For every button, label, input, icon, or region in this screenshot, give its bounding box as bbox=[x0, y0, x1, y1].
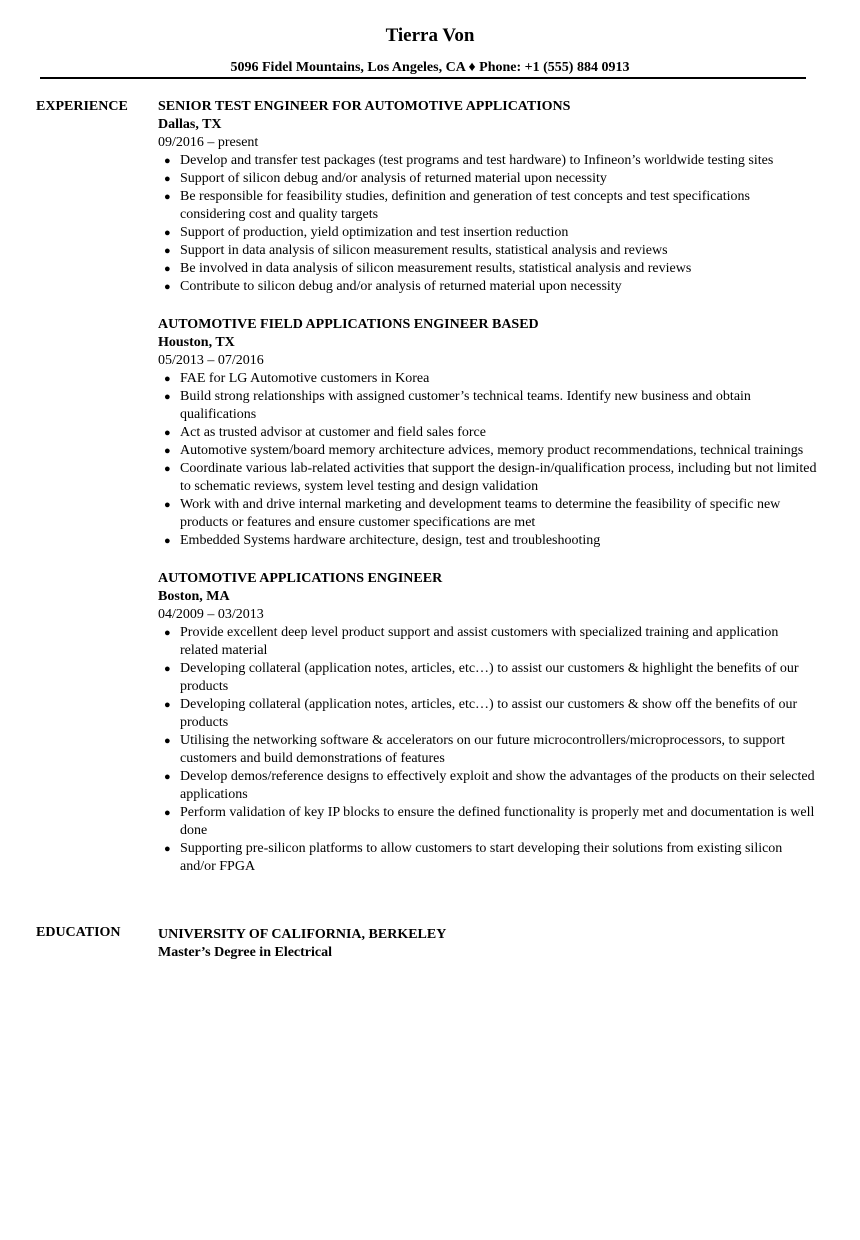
bullet-item bbox=[158, 224, 818, 242]
bullet-text: Build strong relationships with assigned customer’s technical teams. Identify new business and obtain qualifications bbox=[180, 389, 751, 422]
bullet-item bbox=[158, 460, 818, 496]
bullet-item bbox=[158, 732, 818, 768]
job-dates: 04/2009 – 03/2013 bbox=[158, 607, 264, 622]
job-entry bbox=[158, 316, 818, 550]
bullet-text: Act as trusted advisor at customer and field sales force bbox=[180, 425, 486, 440]
education-section bbox=[158, 926, 818, 962]
header-divider bbox=[40, 77, 806, 79]
bullet-text: Support of silicon debug and/or analysis of returned material upon necessity bbox=[180, 171, 607, 186]
bullet-icon: ● bbox=[164, 499, 171, 511]
job-title: AUTOMOTIVE FIELD APPLICATIONS ENGINEER BASED bbox=[158, 317, 539, 332]
bullet-icon: ● bbox=[164, 663, 171, 675]
bullet-text: Provide excellent deep level product support and assist customers with specialized training and application related material bbox=[180, 625, 779, 658]
bullet-text: FAE for LG Automotive customers in Korea bbox=[180, 371, 430, 386]
bullet-icon: ● bbox=[164, 373, 171, 385]
bullet-icon: ● bbox=[164, 735, 171, 747]
bullet-icon: ● bbox=[164, 535, 171, 547]
bullet-text: Coordinate various lab-related activities that support the design-in/qualification process, including but not limited to schematic reviews, system level testing and design validation bbox=[180, 461, 817, 494]
bullet-item bbox=[158, 152, 818, 170]
bullet-item bbox=[158, 696, 818, 732]
job-entry bbox=[158, 98, 818, 296]
bullet-item bbox=[158, 804, 818, 840]
bullet-text: Contribute to silicon debug and/or analysis of returned material upon necessity bbox=[180, 279, 622, 294]
job-title: SENIOR TEST ENGINEER FOR AUTOMOTIVE APPLICATIONS bbox=[158, 99, 571, 114]
bullet-item bbox=[158, 424, 818, 442]
bullet-item bbox=[158, 442, 818, 460]
bullet-item bbox=[158, 170, 818, 188]
bullet-text: Utilising the networking software & accelerators on our future microcontrollers/microprocessors, to support customers and build demonstrations of features bbox=[180, 733, 785, 766]
bullet-icon: ● bbox=[164, 463, 171, 475]
bullet-item bbox=[158, 242, 818, 260]
bullet-item bbox=[158, 388, 818, 424]
school-name: UNIVERSITY OF CALIFORNIA, BERKELEY bbox=[158, 927, 447, 942]
bullet-icon: ● bbox=[164, 627, 171, 639]
bullet-icon: ● bbox=[164, 173, 171, 185]
bullet-item bbox=[158, 768, 818, 804]
job-dates: 09/2016 – present bbox=[158, 135, 259, 150]
bullet-text: Perform validation of key IP blocks to ensure the defined functionality is properly met and documentation is well done bbox=[180, 805, 815, 838]
job-bullets bbox=[158, 624, 818, 876]
bullet-item bbox=[158, 840, 818, 876]
bullet-icon: ● bbox=[164, 807, 171, 819]
bullet-icon: ● bbox=[164, 445, 171, 457]
candidate-name: Tierra Von bbox=[385, 25, 475, 46]
bullet-text: Developing collateral (application notes, articles, etc…) to assist our customers & show off the benefits of our products bbox=[180, 697, 798, 730]
bullet-item bbox=[158, 532, 818, 550]
bullet-text: Be involved in data analysis of silicon measurement results, statistical analysis and reviews bbox=[180, 261, 692, 276]
bullet-item bbox=[158, 260, 818, 278]
bullet-text: Develop demos/reference designs to effectively exploit and show the advantages of the products on their selected applications bbox=[180, 769, 815, 802]
bullet-icon: ● bbox=[164, 227, 171, 239]
bullet-text: Be responsible for feasibility studies, definition and generation of test concepts and test specifications considering cost and quality targets bbox=[180, 189, 750, 222]
degree: Master’s Degree in Electrical bbox=[158, 945, 333, 960]
bullet-text: Support in data analysis of silicon measurement results, statistical analysis and reviews bbox=[180, 243, 668, 258]
job-location: Boston, MA bbox=[158, 589, 230, 604]
job-title: AUTOMOTIVE APPLICATIONS ENGINEER bbox=[158, 571, 443, 586]
bullet-icon: ● bbox=[164, 843, 171, 855]
bullet-text: Support of production, yield optimization and test insertion reduction bbox=[180, 225, 569, 240]
bullet-icon: ● bbox=[164, 281, 171, 293]
job-dates: 05/2013 – 07/2016 bbox=[158, 353, 264, 368]
bullet-item bbox=[158, 660, 818, 696]
bullet-icon: ● bbox=[164, 155, 171, 167]
bullet-item bbox=[158, 278, 818, 296]
bullet-icon: ● bbox=[164, 245, 171, 257]
bullet-item bbox=[158, 624, 818, 660]
bullet-icon: ● bbox=[164, 391, 171, 403]
job-bullets bbox=[158, 152, 818, 296]
job-location: Houston, TX bbox=[158, 335, 235, 350]
education-label: EDUCATION bbox=[36, 925, 121, 940]
bullet-item bbox=[158, 370, 818, 388]
bullet-text: Work with and drive internal marketing and development teams to determine the feasibility of specific new products or features and ensure customer specifications are met bbox=[180, 497, 781, 530]
experience-section bbox=[158, 98, 818, 896]
bullet-text: Developing collateral (application notes, articles, etc…) to assist our customers & highlight the benefits of our products bbox=[180, 661, 799, 694]
bullet-item bbox=[158, 188, 818, 224]
job-entry bbox=[158, 570, 818, 876]
bullet-icon: ● bbox=[164, 191, 171, 203]
bullet-text: Supporting pre-silicon platforms to allow customers to start developing their solutions from existing silicon and/or FPGA bbox=[180, 841, 783, 874]
experience-label: EXPERIENCE bbox=[36, 99, 128, 114]
job-bullets bbox=[158, 370, 818, 550]
bullet-icon: ● bbox=[164, 427, 171, 439]
job-location: Dallas, TX bbox=[158, 117, 222, 132]
bullet-icon: ● bbox=[164, 699, 171, 711]
bullet-icon: ● bbox=[164, 771, 171, 783]
contact-line: 5096 Fidel Mountains, Los Angeles, CA ♦ Phone: +1 (555) 884 0913 bbox=[230, 60, 630, 75]
bullet-icon: ● bbox=[164, 263, 171, 275]
bullet-text: Embedded Systems hardware architecture, design, test and troubleshooting bbox=[180, 533, 601, 548]
bullet-text: Automotive system/board memory architecture advices, memory product recommendations, technical trainings bbox=[180, 443, 804, 458]
bullet-text: Develop and transfer test packages (test programs and test hardware) to Infineon’s worldwide testing sites bbox=[180, 153, 774, 168]
bullet-item bbox=[158, 496, 818, 532]
